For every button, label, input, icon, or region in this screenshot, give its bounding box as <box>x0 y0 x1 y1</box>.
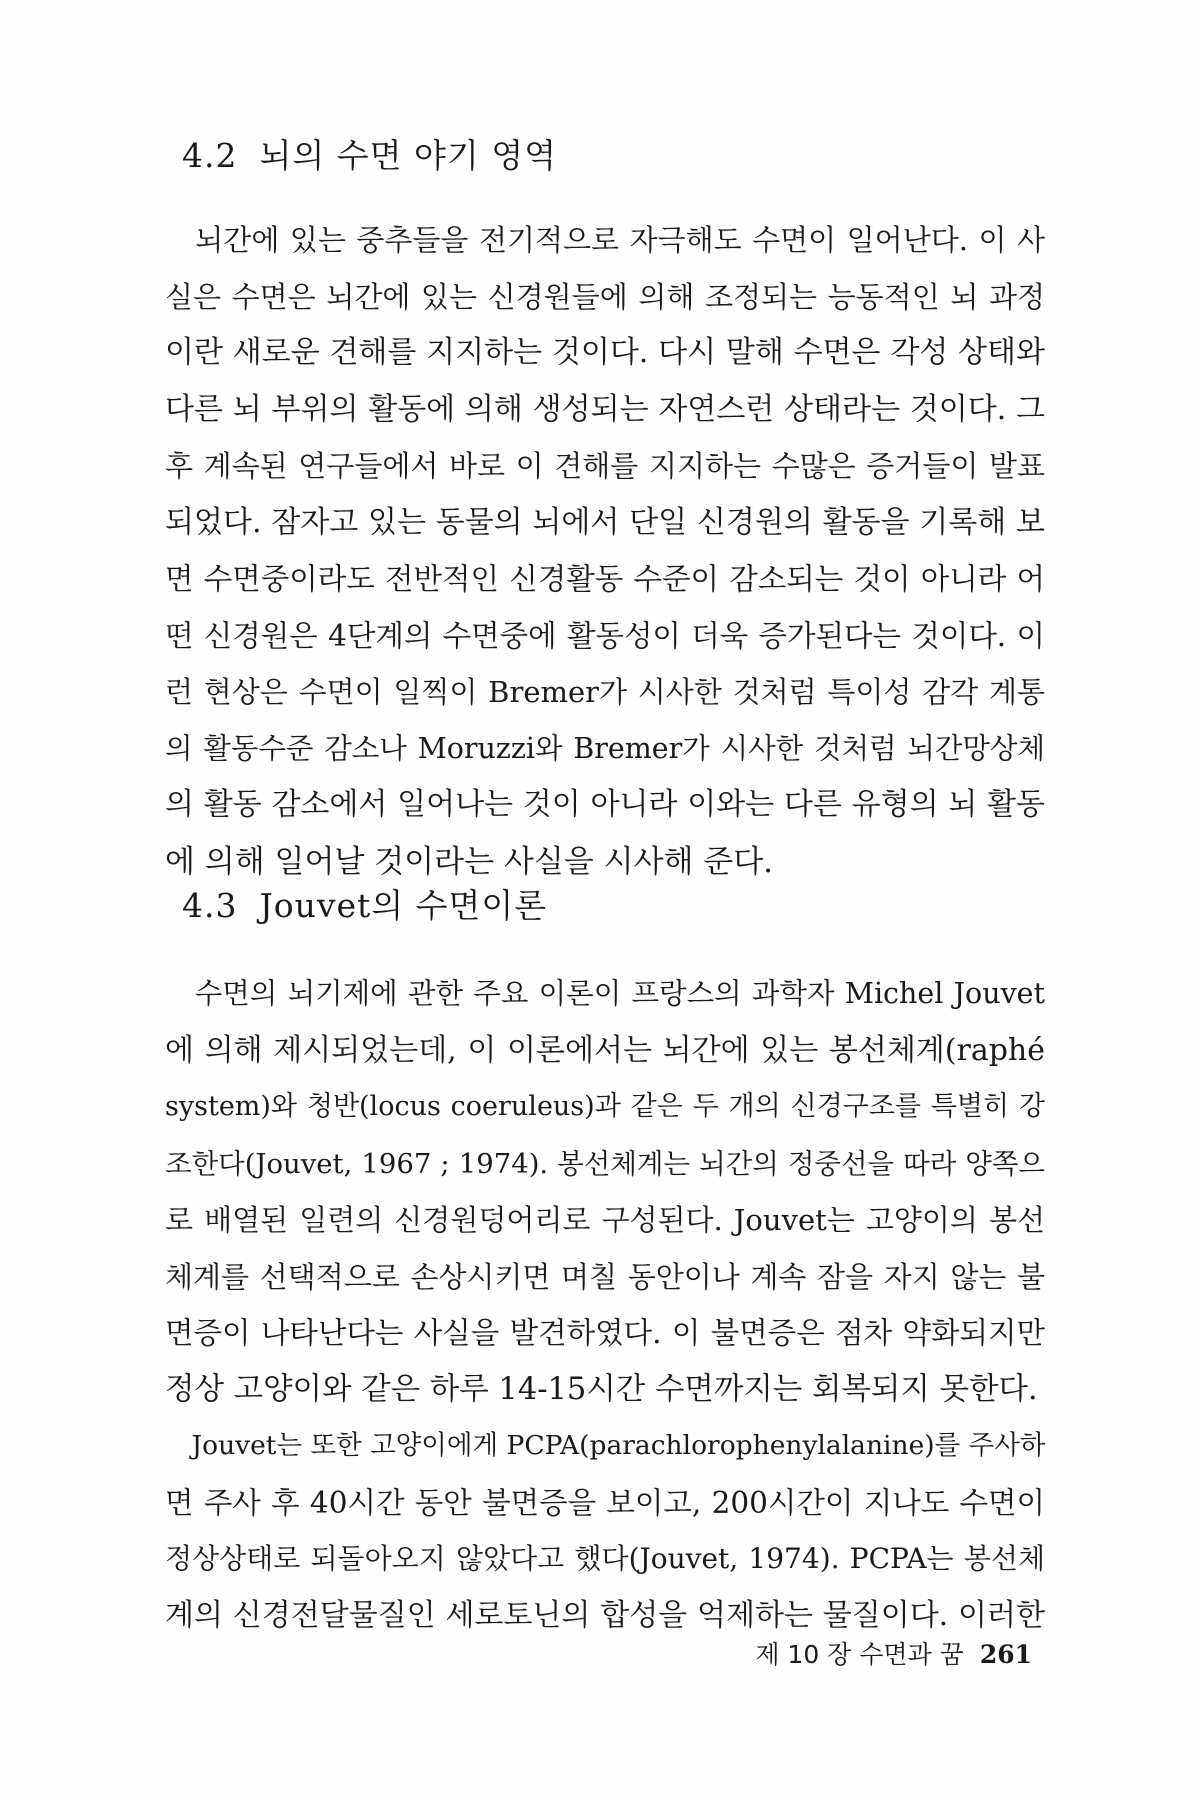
text-line: Jouvet는 또한 고양이에게 PCPA(parachlorophenylalanine)를 주사하 <box>165 1430 1045 1461</box>
text-line: 조한다(Jouvet, 1967 ; 1974). 봉선체계는 뇌간의 정중선을 따라 양쪽으 <box>165 1147 1045 1180</box>
paragraph <box>165 966 1045 1644</box>
paragraph <box>165 212 1045 890</box>
text-line: 의 활동수준 감소나 Moruzzi와 Bremer가 시사한 것처럼 뇌간망상체 <box>165 731 1045 765</box>
section-title: 뇌의 수면 야기 영역 <box>259 136 557 175</box>
text-line: 계의 신경전달물질인 세로토닌의 합성을 억제하는 물질이다. 이러한 <box>165 1597 1045 1633</box>
text-line: 의 활동 감소에서 일어나는 것이 아니라 이와는 다른 유형의 뇌 활동 <box>165 787 1045 822</box>
section-4-2-body <box>165 212 1045 890</box>
chapter-title: 제 10 장 수면과 꿈 <box>755 1640 964 1669</box>
text-line: 정상 고양이와 같은 하루 14-15시간 수면까지는 회복되지 못한다. <box>165 1371 1038 1407</box>
text-line: 면 주사 후 40시간 동안 불면증을 보이고, 200시간이 지나도 수면이 <box>165 1485 1045 1520</box>
text-line: 뇌간에 있는 중추들을 전기적으로 자극해도 수면이 일어난다. 이 사 <box>165 223 1045 257</box>
text-line: 면 수면중이라도 전반적인 신경활동 수준이 감소되는 것이 아니라 어 <box>165 562 1045 596</box>
text-line: 면증이 나타난다는 사실을 발견하였다. 이 불면증은 점차 약화되지만 <box>165 1316 1045 1350</box>
text-line: 로 배열된 일련의 신경원덩어리로 구성된다. Jouvet는 고양이의 봉선 <box>165 1203 1045 1237</box>
text-line: system)와 청반(locus coeruleus)과 같은 두 개의 신경구조를 특별히 강 <box>165 1091 1045 1122</box>
text-line: 수면의 뇌기제에 관한 주요 이론이 프랑스의 과학자 Michel Jouvet <box>165 977 1045 1010</box>
text-line: 정상상태로 되돌아오지 않았다고 했다(Jouvet, 1974). PCPA는 봉선체 <box>165 1542 1045 1575</box>
text-line: 에 의해 일어날 것이라는 사실을 시사해 준다. <box>165 843 774 880</box>
section-number: 4.3 <box>182 886 238 925</box>
text-line: 실은 수면은 뇌간에 있는 신경원들에 의해 조정되는 능동적인 뇌 과정 <box>165 279 1045 314</box>
section-number: 4.2 <box>182 136 238 175</box>
section-title: Jouvet의 수면이론 <box>259 886 548 925</box>
section-heading-4-3 <box>182 880 547 927</box>
text-line: 되었다. 잠자고 있는 동물의 뇌에서 단일 신경원의 활동을 기록해 보 <box>165 504 1045 540</box>
text-line: 떤 신경원은 4단계의 수면중에 활동성이 더욱 증가된다는 것이다. 이 <box>165 618 1045 653</box>
text-line: 다른 뇌 부위의 활동에 의해 생성되는 자연스런 상태라는 것이다. 그 <box>165 391 1045 427</box>
text-line: 후 계속된 연구들에서 바로 이 견해를 지지하는 수많은 증거들이 발표 <box>165 449 1045 483</box>
text-line: 에 의해 제시되었는데, 이 이론에서는 뇌간에 있는 봉선체계(raphé <box>165 1032 1045 1068</box>
text-line: 체계를 선택적으로 손상시키면 며칠 동안이나 계속 잠을 자지 않는 불 <box>165 1259 1045 1294</box>
section-4-3-body <box>165 966 1045 1644</box>
text-line: 이란 새로운 견해를 지지하는 것이다. 다시 말해 수면은 각성 상태와 <box>165 335 1045 370</box>
page-number: 261 <box>979 1640 1032 1669</box>
text-line: 런 현상은 수면이 일찍이 Bremer가 시사한 것처럼 특이성 감각 계통 <box>165 675 1045 709</box>
page-footer <box>755 1635 1032 1671</box>
section-heading-4-2 <box>182 130 557 177</box>
